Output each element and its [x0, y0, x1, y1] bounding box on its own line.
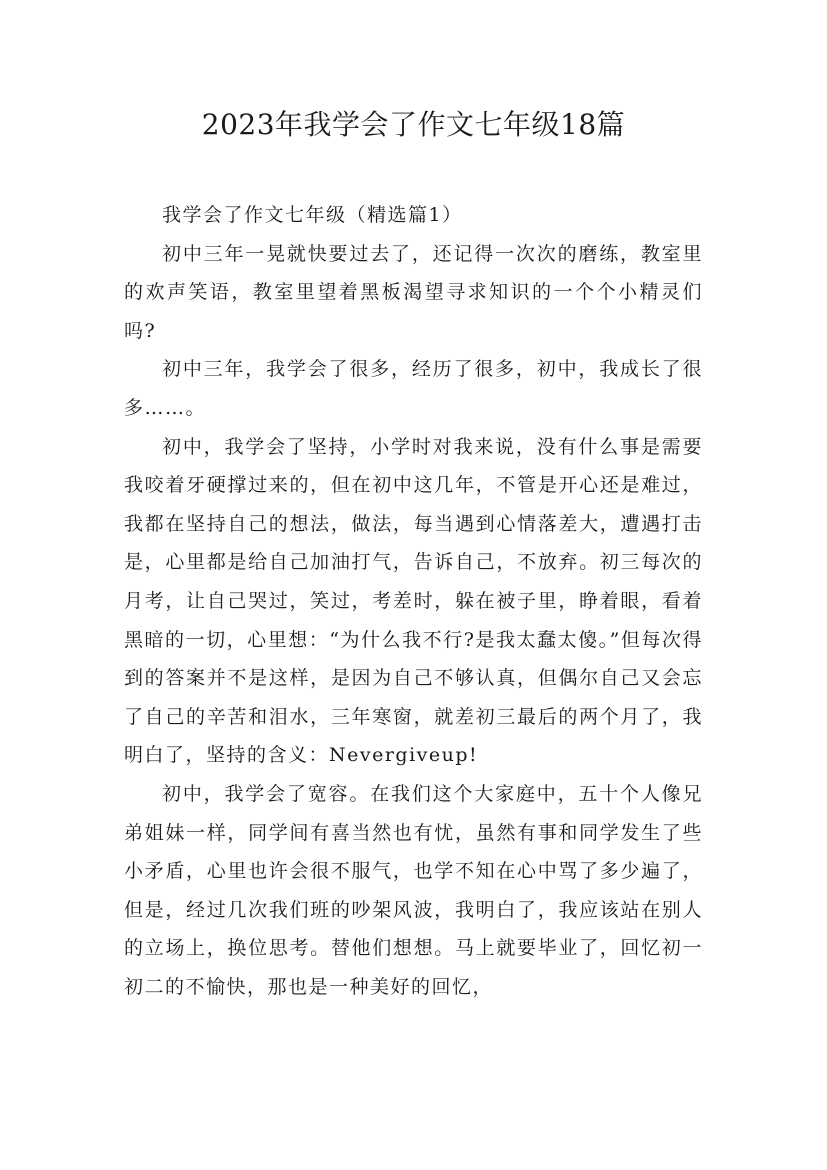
- paragraph: 初中三年一晃就快要过去了，还记得一次次的磨练，教室里的欢声笑语，教室里望着黑板渴望寻求知识的一个个小精灵们吗?: [124, 242, 703, 342]
- paragraph: 初中，我学会了宽容。在我们这个大家庭中，五十个人像兄弟姐妹一样，同学间有喜当然也有忧，虽然有事和同学发生了些小矛盾，心里也许会很不服气，也学不知在心中骂了多少遍了，但是，经过几次我们班的吵架风波，我明白了，我应该站在别人的立场上，换位思考。替他们想想。马上就要毕业了，回忆初一初二的不愉快，那也是一种美好的回忆，: [124, 782, 703, 998]
- section-heading: 我学会了作文七年级（精选篇1）: [162, 204, 463, 226]
- paragraph: 初中，我学会了坚持，小学时对我来说，没有什么事是需要我咬着牙硬撑过来的，但在初中这几年，不管是开心还是难过，我都在坚持自己的想法，做法，每当遇到心情落差大，遭遇打击是，心里都是给自己加油打气，告诉自己，不放弃。初三每次的月考，让自己哭过，笑过，考差时，躲在被子里，睁着眼，看着黑暗的一切，心里想：“为什么我不行?是我太蠢太傻。”但每次得到的答案并不是这样，是因为自己不够认真，但偶尔自己又会忘了自己的辛苦和泪水，三年寒窗，就差初三最后的两个月了，我明白了，坚持的含义：Nevergiveup!: [124, 435, 703, 767]
- document-body: [124, 196, 703, 1006]
- document-title: 2023年我学会了作文七年级18篇: [201, 108, 626, 141]
- paragraph: 初中三年，我学会了很多，经历了很多，初中，我成长了很多……。: [124, 358, 703, 419]
